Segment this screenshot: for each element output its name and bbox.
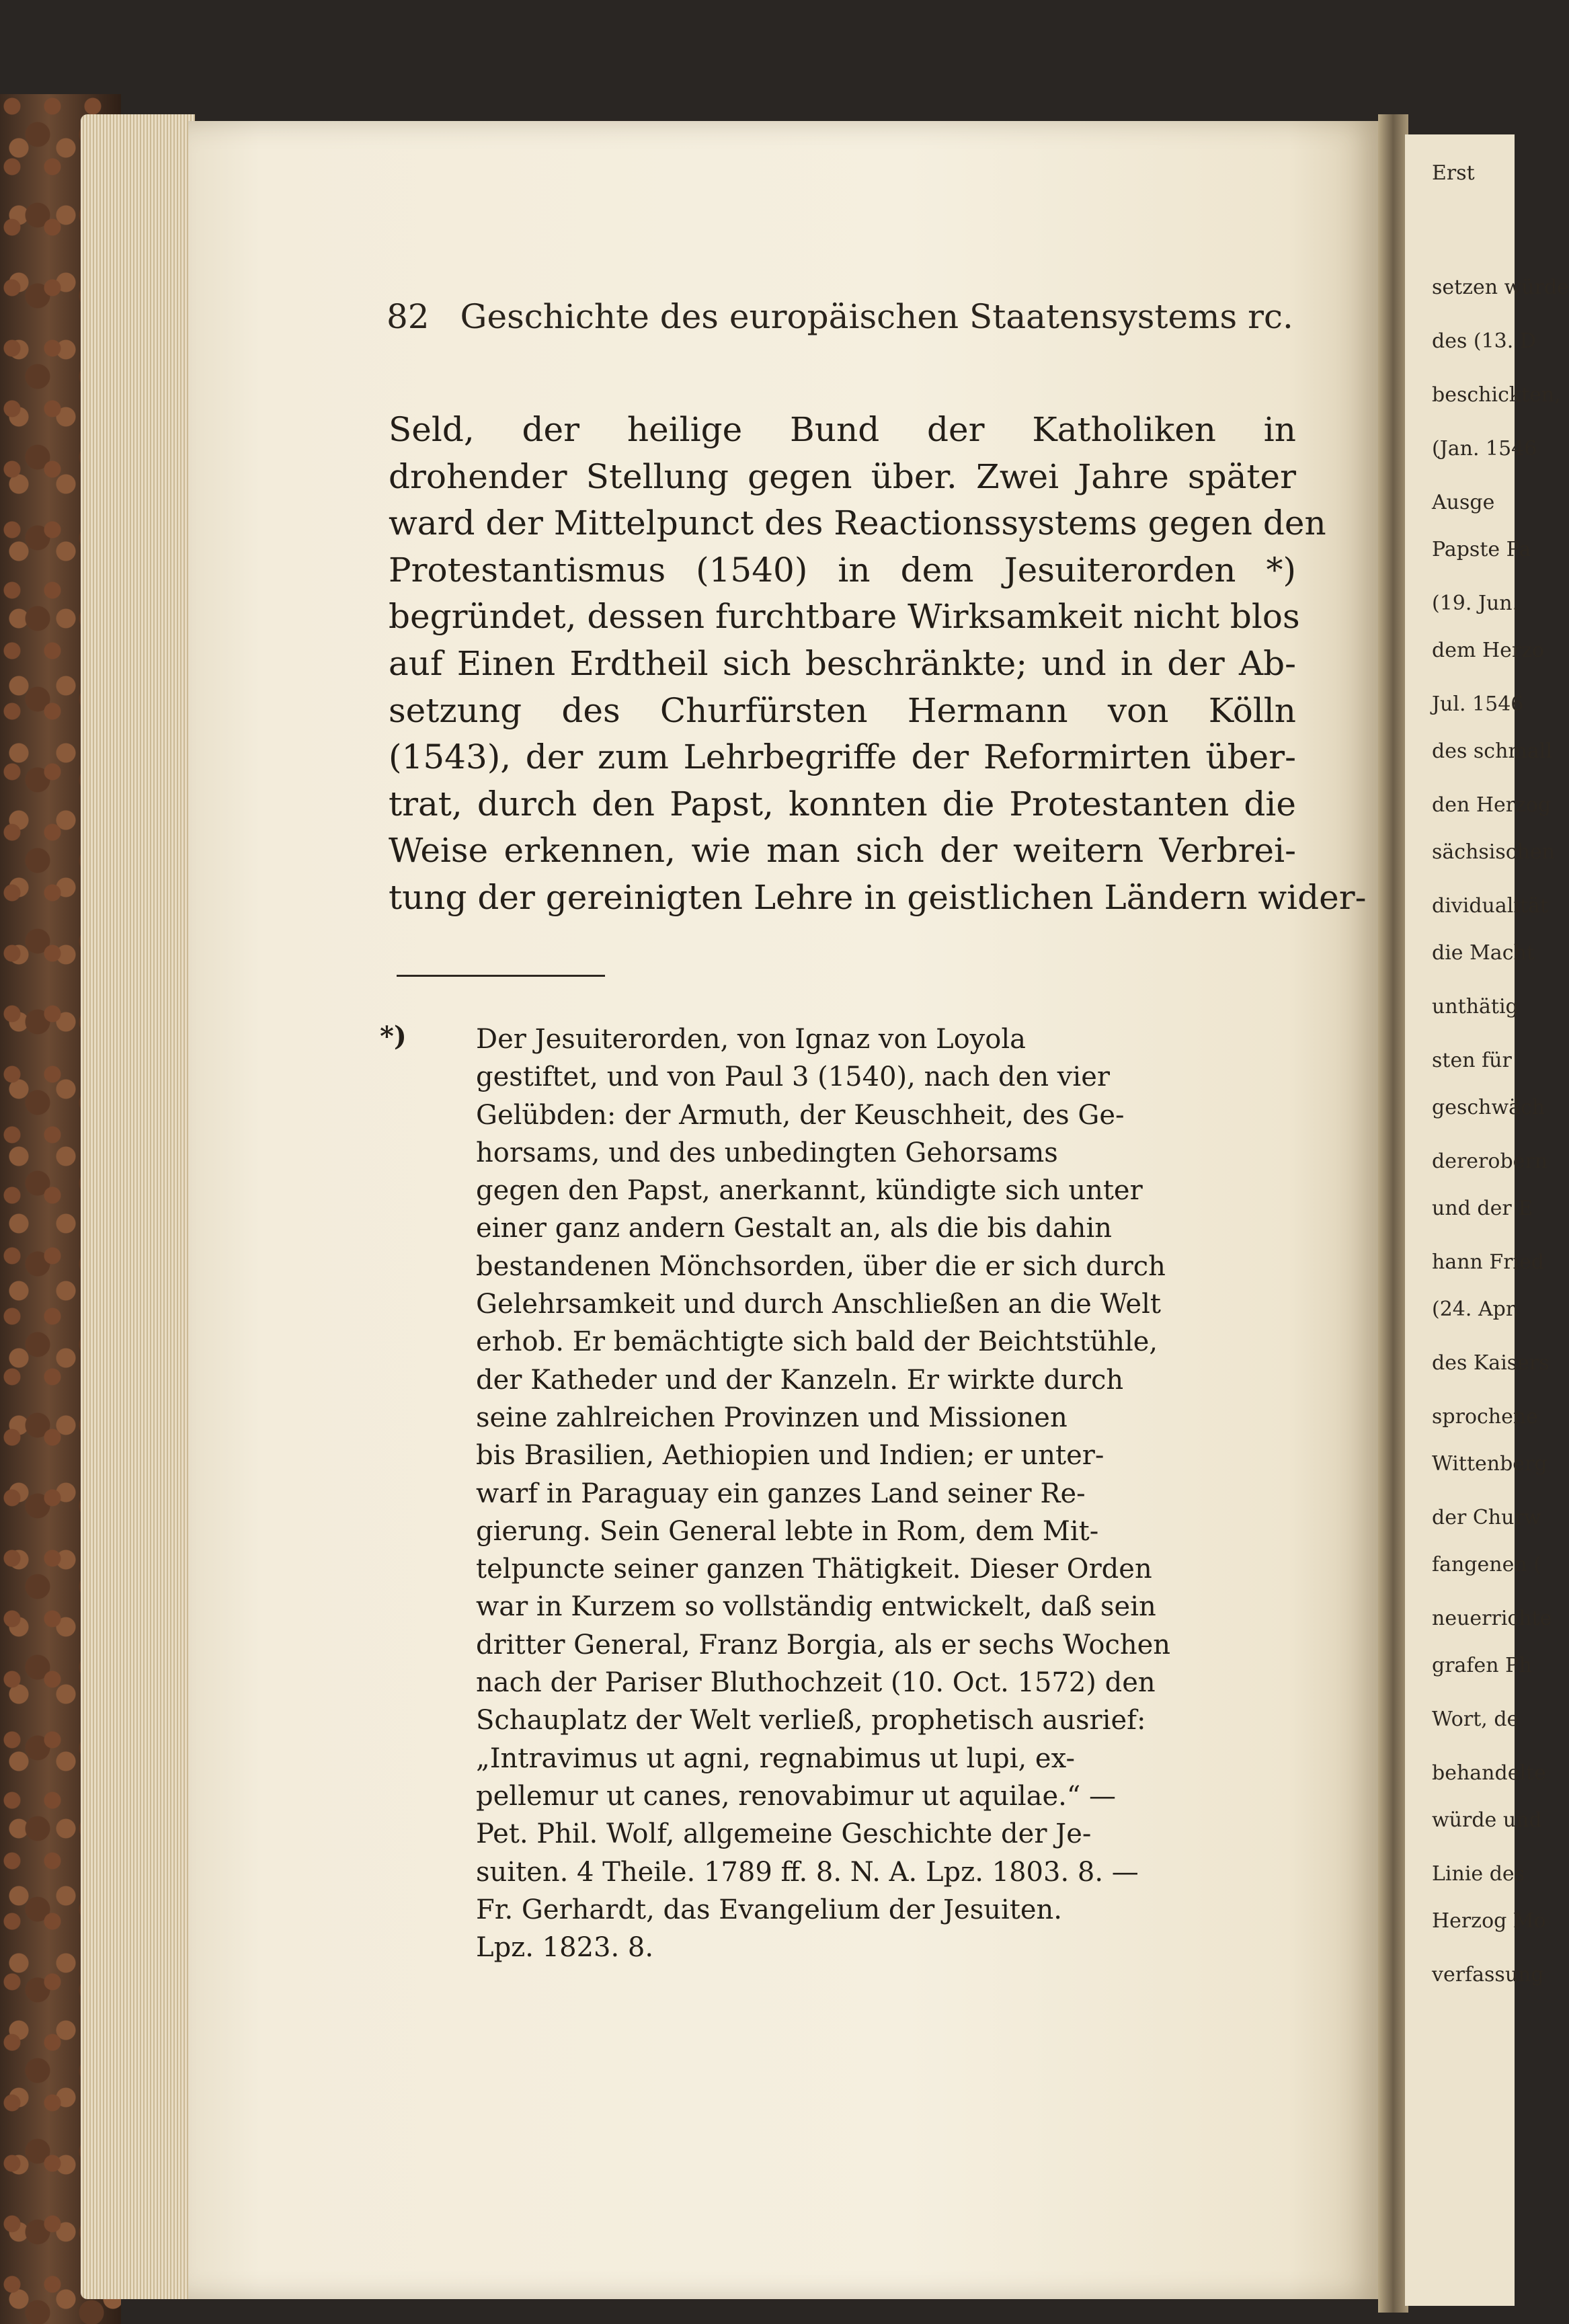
running-header [387,297,1293,336]
footnote-divider [397,975,605,977]
footnote-line: Gelübden: der Armuth, der Keuschheit, des Ge- [476,1099,1125,1131]
next-page-fragment: Wittenberg [1432,1452,1547,1476]
footnote-line: erhob. Er bemächtigte sich bald der Beichtstühle, [476,1326,1158,1358]
footnote-line: pellemur ut canes, renovabimur ut aquilae.“ — [476,1780,1117,1812]
text-line: setzung des Churfürsten Hermann von Kölln [389,690,1296,730]
footnote [476,1020,1303,1966]
next-page-fragment: Herzog Mo [1432,1909,1546,1933]
next-page-fragment: grafen Ph [1432,1654,1532,1677]
text-line: Weise erkennen, wie man sich der weitern Verbrei- [389,831,1296,871]
next-page-fragment: die Macht [1432,941,1535,965]
next-page-fragment: (24. Apr. [1432,1297,1520,1321]
footnote-line: war in Kurzem so vollständig entwickelt, daß sein [476,1591,1156,1623]
next-page-fragment: des schmall [1432,739,1552,763]
next-page-fragment: sprochene [1432,1405,1538,1429]
footnote-line: Fr. Gerhardt, das Evangelium der Jesuiten. [476,1894,1062,1925]
next-page-fragment: und der E [1432,1197,1533,1220]
book-gutter [1378,114,1408,2313]
next-page-fragment: des Kaisers [1432,1351,1550,1375]
next-page-fragment: sten für [1432,1049,1512,1072]
footnote-line: Schauplatz der Welt verließ, prophetisch ausrief: [476,1705,1146,1736]
next-page-fragment: sächsischen [1432,840,1555,864]
footnote-line: einer ganz andern Gestalt an, als die bis dahin [476,1213,1112,1244]
next-page-fragment: dererobern [1432,1150,1548,1173]
next-page-fragment: fangenen ( [1432,1553,1541,1576]
text-line: ward der Mittelpunct des Reactionssystems gegen den [389,504,1326,543]
next-page-fragment: dividualität [1432,894,1548,918]
text-line: drohender Stellung gegen über. Zwei Jahre später [389,456,1296,496]
footnote-line: der Katheder und der Kanzeln. Er wirkte durch [476,1364,1124,1396]
next-page-fragment: verfassung [1432,1963,1544,1987]
next-page-fragment: den Herzog [1432,793,1552,817]
next-page-fragment: Erst [1432,161,1475,185]
next-page-fragment: hann Fried [1432,1250,1545,1274]
footnote-line: Der Jesuiterorden, von Ignaz von Loyola [476,1024,1026,1055]
next-page-fragment: dem Herzo [1432,639,1545,662]
text-line: trat, durch den Papst, konnten die Protestanten die [389,784,1296,824]
next-page-fragment: würde und [1432,1808,1542,1832]
next-page-fragment: des (13. D [1432,329,1536,353]
text-line: tung der gereinigten Lehre in geistlichen Ländern wider- [389,877,1367,917]
footnote-line: gierung. Sein General lebte in Rom, dem Mit- [476,1515,1099,1547]
footnote-line: Lpz. 1823. 8. [476,1932,654,1964]
next-page-fragment: Papste Pa [1432,538,1531,561]
main-text [389,407,1367,922]
next-page-fragment: setzen würde [1432,276,1569,299]
text-line: Protestantismus (1540) in dem Jesuiterorden *) [389,550,1296,590]
footnote-marker: *) [380,1020,407,1052]
footnote-line: bis Brasilien, Aethiopien und Indien; er unter- [476,1440,1104,1472]
footnote-line: telpuncte seiner ganzen Thätigkeit. Dieser Orden [476,1554,1152,1585]
next-page-fragment: unthätig [1432,995,1519,1018]
running-head-title: Geschichte des europäischen Staatensystems rc. [460,297,1293,336]
next-page-fragment: Jul. 1546 [1432,692,1524,716]
footnote-line: nach der Pariser Bluthochzeit (10. Oct. 1572) den [476,1667,1156,1699]
next-page-fragment: beschickten, [1432,383,1561,407]
footnote-line: gestiftet, und von Paul 3 (1540), nach den vier [476,1061,1110,1093]
page-number: 82 [387,297,430,336]
footnote-line: „Intravimus ut agni, regnabimus ut lupi, ex- [476,1742,1075,1774]
footnote-line: bestandenen Mönchsorden, über die er sich durch [476,1250,1166,1282]
footnote-line: Gelehrsamkeit und durch Anschließen an die Welt [476,1289,1161,1320]
next-page-edge [1405,134,1569,2306]
text-line: Seld, der heilige Bund der Katholiken in [389,410,1296,449]
text-line: auf Einen Erdtheil sich beschränkte; und in der Ab- [389,643,1296,683]
next-page-fragment: geschwäch [1432,1096,1545,1119]
next-page-fragment: der Churw [1432,1506,1541,1529]
next-page-fragment: (Jan. 1546 [1432,437,1537,460]
next-page-fragment: Ausge [1432,491,1495,514]
page-edges [81,114,195,2299]
footnote-line: suiten. 4 Theile. 1789 ff. 8. N. A. Lpz. 1803. 8. — [476,1856,1139,1888]
footnote-line: gegen den Papst, anerkannt, kündigte sich unter [476,1175,1143,1207]
footnote-line: warf in Paraguay ein ganzes Land seiner Re- [476,1478,1086,1509]
next-page-fragment: (19. Jun. [1432,592,1519,615]
text-line: (1543), der zum Lehrbegriffe der Reformirten über- [389,737,1296,777]
next-page-fragment: Wort, de [1432,1708,1519,1731]
next-page-fragment: behandelte [1432,1761,1546,1785]
next-page-fragment: Linie des [1432,1862,1525,1886]
footnote-line: seine zahlreichen Provinzen und Missionen [476,1402,1068,1433]
footnote-line: dritter General, Franz Borgia, als er sechs Wochen [476,1629,1171,1660]
next-page-fragment: neuerrichte [1432,1607,1552,1630]
footnote-line: horsams, und des unbedingten Gehorsams [476,1137,1058,1168]
footnote-line: Pet. Phil. Wolf, allgemeine Geschichte der Je- [476,1818,1092,1850]
text-line: begründet, dessen furchtbare Wirksamkeit nicht blos [389,597,1300,637]
